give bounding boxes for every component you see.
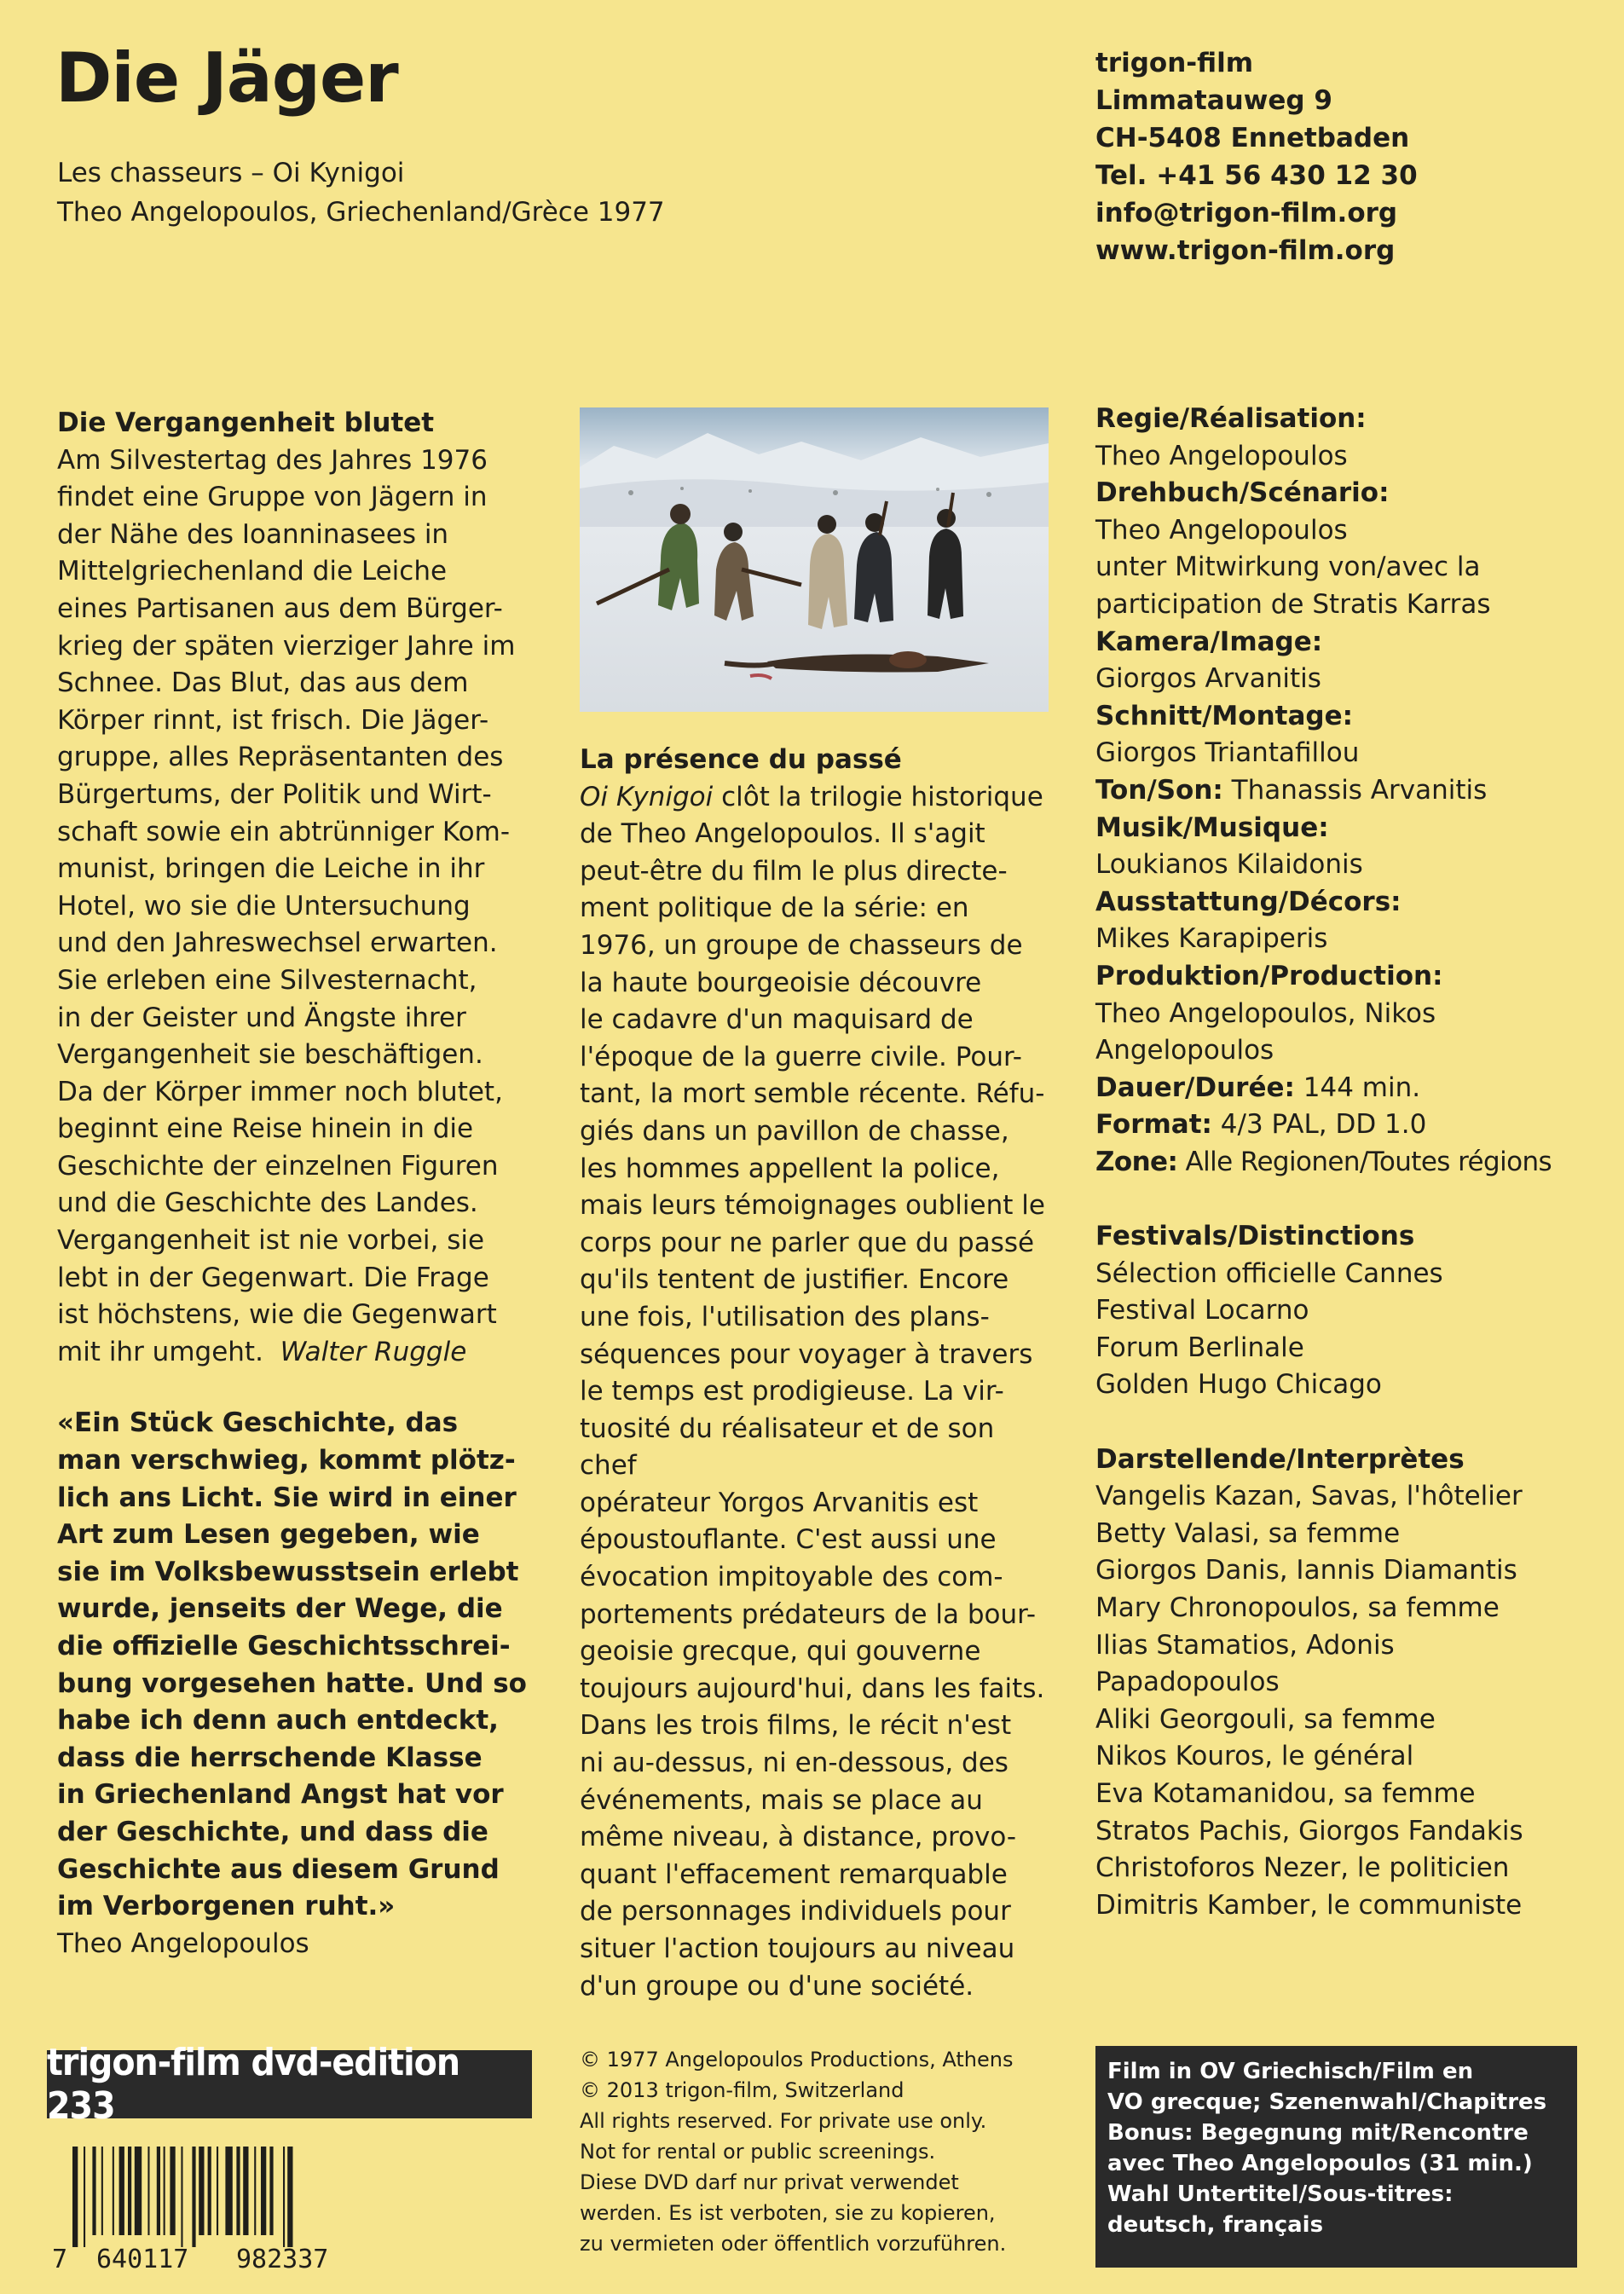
barcode-bar [236, 2147, 240, 2235]
cast-item: Vangelis Kazan, Savas, l'hôtelier [1095, 1481, 1523, 1512]
barcode-bar [135, 2147, 142, 2235]
french-title-italic: Oi Kynigoi [580, 781, 714, 812]
french-column [580, 742, 1057, 2005]
credit-value-regie: Theo Angelopoulos [1095, 440, 1348, 471]
credit-value-produktion: Angelopoulos [1095, 1035, 1274, 1066]
quote-line: die offizielle Geschichtsschrei- [57, 1631, 511, 1661]
subtitle-director-year: Theo Angelopoulos, Griechenland/Grèce 1977 [57, 197, 665, 228]
barcode-bar [254, 2147, 256, 2235]
legal-line: Diese DVD darf nur privat verwendet [580, 2170, 959, 2194]
dvd-feature-line: avec Theo Angelopoulos (31 min.) [1107, 2151, 1533, 2176]
address-email: info@trigon-film.org [1095, 198, 1398, 228]
address-line: CH-5408 Ennetbaden [1095, 123, 1410, 153]
cast-item: Dimitris Kamber, le communiste [1095, 1889, 1523, 1921]
legal-line: zu vermieten oder öffentlich vorzuführen. [580, 2232, 1007, 2256]
french-text-line: les hommes appellent la police, [580, 1153, 1000, 1184]
french-text-line: de personnages individuels pour [580, 1896, 1011, 1927]
german-text-line: Körper rinnt, ist frisch. Die Jäger- [57, 704, 489, 736]
french-text-line: giés dans un pavillon de chasse, [580, 1115, 1009, 1147]
subtitle-alt-titles: Les chasseurs – Oi Kynigoi [57, 158, 405, 188]
french-text-line: événements, mais se place au [580, 1784, 983, 1816]
barcode-digits-3: 982337 [236, 2245, 329, 2274]
credit-value-drehbuch: unter Mitwirkung von/avec la [1095, 552, 1481, 583]
address-website: www.trigon-film.org [1095, 235, 1396, 266]
german-text-line: und den Jahreswechsel erwarten. [57, 927, 498, 959]
credit-dauer-line [1095, 1070, 1607, 1107]
french-text-line: le cadavre d'un maquisard de [580, 1004, 974, 1036]
french-text-line: d'un groupe ou d'une société. [580, 1970, 974, 2002]
credit-label-kamera: Kamera/Image: [1095, 626, 1323, 657]
french-text-line: geoisie grecque, qui gouverne [580, 1636, 981, 1667]
french-text-line: Dans les trois films, le récit n'est [580, 1710, 1012, 1742]
film-still-photo [580, 407, 1049, 712]
festival-item: Golden Hugo Chicago [1095, 1369, 1382, 1401]
credit-label-format: Format: [1095, 1109, 1212, 1141]
festivals-label: Festivals/Distinctions [1095, 1221, 1415, 1252]
legal-line: © 2013 trigon-film, Switzerland [580, 2078, 904, 2102]
address-line: trigon-film [1095, 48, 1254, 78]
french-first-line [580, 779, 1057, 817]
german-text-line: Bürgertums, der Politik und Wirt- [57, 778, 492, 810]
barcode-bar [113, 2147, 114, 2235]
quote-line: «Ein Stück Geschichte, das [57, 1407, 459, 1439]
french-text [580, 816, 1057, 2005]
cast-item: Mary Chronopoulos, sa femme [1095, 1592, 1500, 1623]
german-text-line: beginnt eine Reise hinein in die [57, 1113, 474, 1145]
credit-value-ausstattung: Mikes Karapiperis [1095, 923, 1328, 955]
barcode-bar [119, 2147, 124, 2235]
german-last-line [57, 1334, 552, 1372]
quote-line: der Geschichte, und dass die [57, 1816, 488, 1847]
barcode-bar [199, 2147, 204, 2235]
festival-item: Forum Berlinale [1095, 1332, 1304, 1363]
german-author: Walter Ruggle [280, 1336, 467, 1367]
quote-line: in Griechenland Angst hat vor [57, 1779, 504, 1811]
quote-line: man verschwieg, kommt plötz- [57, 1445, 516, 1476]
french-text-line: même niveau, à distance, provo- [580, 1822, 1017, 1853]
dvd-feature-line: VO grecque; Szenenwahl/Chapitres [1107, 2089, 1547, 2115]
german-text-line: ist höchstens, wie die Gegenwart [57, 1299, 497, 1331]
cast-item: Nikos Kouros, le général [1095, 1741, 1414, 1772]
dvd-features-box [1095, 2046, 1577, 2268]
german-text-line: Mittelgriechenland die Leiche [57, 556, 448, 587]
quote-line: Geschichte aus diesem Grund [57, 1853, 500, 1885]
french-text-line: situer l'action toujours au niveau [580, 1933, 1015, 1964]
german-text-line: schaft sowie ein abtrünniger Kom- [57, 816, 511, 847]
german-text-line: gruppe, alles Repräsentanten des [57, 742, 504, 773]
german-text-line: Schnee. Das Blut, das aus dem [57, 667, 469, 699]
subtitle-block [57, 153, 665, 232]
french-text-line: évocation impitoyable des com- [580, 1562, 1003, 1593]
french-text-line: de Theo Angelopoulos. Il s'agit [580, 818, 985, 850]
barcode-bar [283, 2147, 285, 2247]
credit-label-produktion: Produktion/Production: [1095, 960, 1443, 991]
barcode-bar [164, 2147, 165, 2235]
barcode-bar [128, 2147, 131, 2235]
credit-label-musik: Musik/Musique: [1095, 812, 1329, 843]
festivals-list [1095, 1256, 1607, 1404]
address-line: Limmatauweg 9 [1095, 85, 1332, 116]
credit-value-schnitt: Giorgos Triantafillou [1095, 737, 1360, 769]
barcode-bar [72, 2147, 78, 2247]
barcode-bar [170, 2147, 175, 2235]
festival-item: Sélection officielle Cannes [1095, 1257, 1443, 1289]
french-text-line: le temps est prodigieuse. La vir- [580, 1376, 1004, 1407]
quote-line: bung vorgesehen hatte. Und so [57, 1667, 527, 1699]
french-text-line: portements prédateurs de la bour- [580, 1598, 1037, 1630]
barcode-bar [217, 2147, 218, 2235]
german-heading: Die Vergangenheit blutet [57, 407, 435, 438]
barcode-bar [84, 2147, 85, 2247]
barcode-bar [208, 2147, 211, 2235]
french-text-line: toujours aujourd'hui, dans les faits. [580, 1673, 1045, 1704]
quote-line: dass die herrschende Klasse [57, 1742, 483, 1773]
german-text-line: der Nähe des Ioanninasees in [57, 518, 449, 550]
credit-label-ausstattung: Ausstattung/Décors: [1095, 886, 1401, 917]
legal-line: werden. Es ist verboten, sie zu kopieren, [580, 2201, 996, 2225]
german-text-line: findet eine Gruppe von Jägern in [57, 482, 488, 513]
german-text-line: Vergangenheit sie beschäftigen. [57, 1039, 483, 1071]
barcode-bar [157, 2147, 160, 2235]
credit-label-dauer: Dauer/Durée: [1095, 1072, 1295, 1103]
french-text-line: ni au-dessus, ni en-dessous, des [580, 1748, 1008, 1779]
french-first-rest: clôt la trilogie historique [713, 781, 1043, 812]
german-column [57, 405, 552, 1962]
credit-value-dauer: 144 min. [1294, 1072, 1421, 1103]
barcode-bar [243, 2147, 248, 2235]
barcode-digits-2: 640117 [96, 2245, 189, 2274]
barcode-bar [225, 2147, 232, 2235]
credit-value-kamera: Giorgos Arvanitis [1095, 663, 1321, 695]
german-text-line: eines Partisanen aus dem Bürger- [57, 592, 503, 624]
quote-author: Theo Angelopoulos [57, 1927, 309, 1959]
credit-value-ton: Thanassis Arvanitis [1222, 774, 1488, 806]
french-text-line: peut-être du film le plus directe- [580, 855, 1008, 887]
cast-item: Giorgos Danis, Iannis Diamantis [1095, 1555, 1517, 1586]
german-text-line: in der Geister und Ängste ihrer [57, 1002, 466, 1033]
german-text-line: und die Geschichte des Landes. [57, 1187, 478, 1219]
credit-value-drehbuch: participation de Stratis Karras [1095, 588, 1491, 620]
french-heading: La présence du passé [580, 744, 902, 775]
barcode-bar [192, 2147, 195, 2247]
credit-value-produktion: Theo Angelopoulos, Nikos [1095, 997, 1436, 1029]
barcode [47, 2147, 362, 2274]
legal-line: Not for rental or public screenings. [580, 2140, 936, 2164]
legal-line: All rights reserved. For private use only. [580, 2109, 987, 2133]
german-text-line: Vergangenheit ist nie vorbei, sie [57, 1225, 485, 1257]
barcode-bar [181, 2147, 182, 2247]
credit-ton-line [1095, 772, 1607, 810]
barcode-bar [287, 2147, 292, 2247]
credit-value-zone: Alle Regionen/Toutes régions [1177, 1146, 1552, 1177]
barcode-digit-1: 7 [52, 2245, 68, 2274]
credit-zone-line [1095, 1144, 1607, 1182]
french-text-line: tant, la mort semble récente. Réfu- [580, 1078, 1045, 1110]
distributor-address [1095, 44, 1418, 269]
quote-line: sie im Volksbewusstsein erlebt [57, 1556, 519, 1587]
cast-item: Aliki Georgouli, sa femme [1095, 1703, 1436, 1735]
quote-line: Art zum Lesen gegeben, wie [57, 1519, 480, 1551]
barcode-bar [101, 2147, 103, 2235]
cast-item: Papadopoulos [1095, 1667, 1280, 1698]
french-text-line: corps pour ne parler que du passé [580, 1227, 1035, 1258]
german-text-line: munist, bringen die Leiche in ihr [57, 853, 485, 885]
festival-item: Festival Locarno [1095, 1295, 1309, 1326]
barcode-bar [261, 2147, 266, 2235]
french-text-line: qu'ils tentent de justifier. Encore [580, 1264, 1009, 1296]
cast-list [1095, 1478, 1607, 1924]
quote-line: habe ich denn auch entdeckt, [57, 1705, 499, 1736]
french-text-line: tuosité du réalisateur et de son chef [580, 1413, 995, 1482]
german-text-line: Sie erleben eine Silvesternacht, [57, 964, 477, 996]
german-text-line: Geschichte der einzelnen Figuren [57, 1150, 499, 1182]
french-text-line: opérateur Yorgos Arvanitis est [580, 1487, 979, 1518]
credit-label-zone: Zone: [1095, 1146, 1178, 1177]
french-text-line: la haute bourgeoisie découvre [580, 967, 982, 998]
german-text-line: Hotel, wo sie die Untersuchung [57, 890, 471, 922]
german-text-line: Da der Körper immer noch blutet, [57, 1076, 503, 1107]
dvd-feature-line: deutsch, français [1107, 2212, 1324, 2238]
barcode-bar [269, 2147, 273, 2235]
copyright-legal-text [580, 2044, 1057, 2259]
quote-line: im Verborgenen ruht.» [57, 1891, 396, 1922]
dvd-feature-line: Wahl Untertitel/Sous-titres: [1107, 2181, 1454, 2207]
quote-line: wurde, jenseits der Wege, die [57, 1593, 503, 1625]
credits-column [1095, 401, 1607, 1924]
german-text [57, 442, 552, 1334]
dvd-feature-line: Bonus: Begegnung mit/Rencontre [1107, 2120, 1529, 2146]
cast-item: Betty Valasi, sa femme [1095, 1517, 1401, 1549]
french-text-line: l'époque de la guerre civile. Pour- [580, 1041, 1022, 1072]
german-last-text: mit ihr umgeht. [57, 1336, 263, 1367]
cast-item: Christoforos Nezer, le politicien [1095, 1852, 1510, 1884]
cast-item: Ilias Stamatios, Adonis [1095, 1629, 1395, 1661]
cast-label: Darstellende/Interprètes [1095, 1443, 1465, 1475]
address-line: Tel. +41 56 430 12 30 [1095, 160, 1418, 191]
german-text-line: lebt in der Gegenwart. Die Frage [57, 1262, 489, 1293]
french-text-line: époustouflante. C'est aussi une [580, 1524, 997, 1556]
german-text-line: krieg der späten vierziger Jahre im [57, 630, 516, 662]
credit-label-ton: Ton/Son: [1095, 774, 1223, 806]
edition-badge: trigon-film dvd-edition 233 [47, 2050, 532, 2118]
page-title: Die Jäger [55, 38, 398, 118]
barcode-bar [147, 2147, 149, 2235]
credit-label-schnitt: Schnitt/Montage: [1095, 700, 1353, 731]
french-text-line: séquences pour voyager à travers [580, 1338, 1033, 1370]
french-text-line: quant l'effacement remarquable [580, 1858, 1008, 1890]
dvd-feature-line: Film in OV Griechisch/Film en [1107, 2059, 1474, 2084]
french-text-line: ment politique de la série: en [580, 893, 969, 924]
quote-line: lich ans Licht. Sie wird in einer [57, 1482, 517, 1513]
cast-item: Stratos Pachis, Giorgos Fandakis [1095, 1815, 1523, 1846]
french-text-line: une fois, l'utilisation des plans- [580, 1301, 990, 1332]
credit-value-drehbuch: Theo Angelopoulos [1095, 514, 1348, 546]
credit-label-drehbuch: Drehbuch/Scénario: [1095, 477, 1390, 509]
legal-line: © 1977 Angelopoulos Productions, Athens [580, 2048, 1014, 2072]
german-text-line: Am Silvestertag des Jahres 1976 [57, 444, 488, 476]
french-text-line: mais leurs témoignages oublient le [580, 1190, 1045, 1222]
credit-value-musik: Loukianos Kilaidonis [1095, 849, 1363, 881]
french-text-line: 1976, un groupe de chasseurs de [580, 929, 1023, 961]
director-quote [57, 1405, 552, 1925]
barcode-bar [92, 2147, 95, 2235]
credit-label-regie: Regie/Réalisation: [1095, 403, 1367, 434]
credit-format-line [1095, 1107, 1607, 1144]
credit-value-format: 4/3 PAL, DD 1.0 [1211, 1109, 1427, 1141]
cast-item: Eva Kotamanidou, sa femme [1095, 1777, 1476, 1809]
